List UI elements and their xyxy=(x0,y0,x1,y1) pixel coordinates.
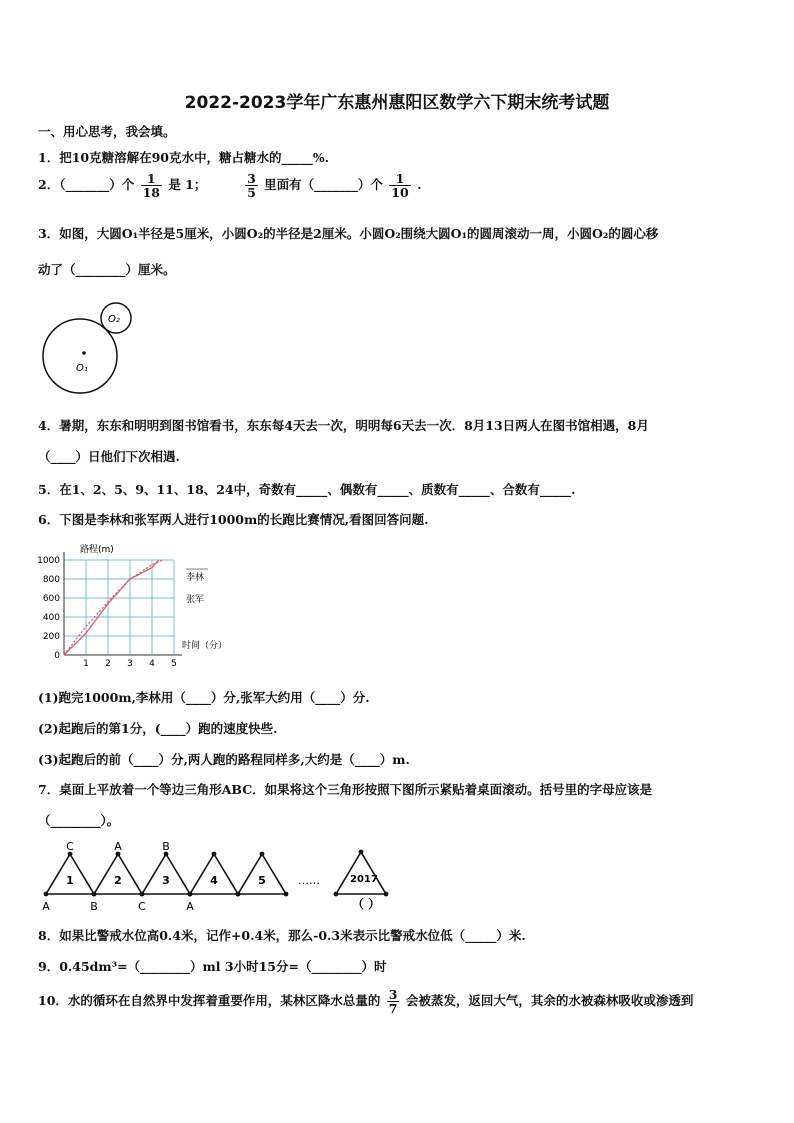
answer-paren: （ ） xyxy=(352,897,381,911)
question-9: 9．0.45dm³=（________）ml 3小时15分=（________）时 xyxy=(38,959,387,974)
y-tick-label: 600 xyxy=(42,594,60,604)
legend-zhangjun: 张军 xyxy=(186,595,205,605)
x-tick-label: 1 xyxy=(83,659,89,669)
fraction-1-10: $\frac{1}{10}$ xyxy=(391,171,409,201)
q10-part-a: 10．水的循环在自然界中发挥着重要作用，某林区降水总量的 xyxy=(38,993,381,1009)
vertex-dot xyxy=(359,850,364,855)
question-6-intro: 6．下图是李林和张军两人进行1000m的长跑比赛情况,看图回答问题. xyxy=(38,512,429,527)
vertex-dot xyxy=(236,892,241,897)
vertex-dot xyxy=(384,892,389,897)
question-1: 1．把10克糖溶解在90克水中，糖占糖水的_____%. xyxy=(38,150,329,165)
triangle-number: 3 xyxy=(162,874,170,887)
triangle-2017-label: 2017 xyxy=(350,874,378,885)
label-o1: O₁ xyxy=(76,363,88,374)
q2-end: . xyxy=(417,177,422,193)
x-tick-label: 4 xyxy=(149,659,155,669)
question-8: 8．如果比警戒水位高0.4米，记作+0.4米，那么-0.3米表示比警戒水位低（_____）米. xyxy=(38,928,526,943)
page-title: 2022-2023学年广东惠州惠阳区数学六下期末统考试题 xyxy=(184,93,610,113)
vertex-dot xyxy=(284,892,289,897)
y-tick-label: 400 xyxy=(42,613,60,623)
question-4-line1: 4．暑期，东东和明明到图书馆看书，东东每4天去一次，明明每6天去一次．8月13日两人在图书馆相遇，8月 xyxy=(38,418,649,433)
race-chart xyxy=(36,538,236,673)
center-o1-dot xyxy=(82,351,86,355)
triangle-rolling-diagram xyxy=(36,836,396,916)
vertex-dot xyxy=(260,852,265,857)
bottom-vertex-label: A xyxy=(42,900,50,913)
y-tick-label: 800 xyxy=(42,575,60,585)
y-axis-label: 路程(m) xyxy=(80,545,114,555)
triangle-number: 4 xyxy=(210,874,218,887)
x-tick-label: 2 xyxy=(105,659,111,669)
q2-part-c: 里面有（_______）个 xyxy=(264,177,383,193)
x-axis-label: 时间（分） xyxy=(182,641,228,651)
question-10 xyxy=(38,988,693,1015)
fraction-3-5: $\frac{3}{5}$ xyxy=(247,171,256,201)
top-vertex-label: A xyxy=(114,840,122,853)
question-7-line1: 7．桌面上平放着一个等边三角形ABC．如果将这个三角形按照下图所示紧贴着桌面滚动。括号里的字母应该是 xyxy=(38,782,653,797)
question-6-part3: (3)起跑后的前（____）分,两人跑的路程同样多,大约是（____）m. xyxy=(38,752,410,767)
vertex-dot xyxy=(44,892,49,897)
bottom-vertex-label: B xyxy=(90,900,98,913)
section-heading: 一、用心思考，我会填。 xyxy=(38,124,176,139)
q2-part-b: 是 1； xyxy=(168,177,207,193)
triangle-number: 1 xyxy=(66,874,74,887)
series-line-zhangjun xyxy=(64,560,159,655)
question-6-part2: (2)起跑后的第1分，(____）跑的速度快些. xyxy=(38,721,278,736)
y-tick-label: 0 xyxy=(54,651,60,661)
label-o2: O₂ xyxy=(108,314,120,325)
question-2 xyxy=(38,172,421,199)
question-7-line2: （________）。 xyxy=(38,813,120,828)
vertex-dot xyxy=(212,852,217,857)
triangle-number: 2 xyxy=(114,874,122,887)
triangle-2017 xyxy=(336,852,386,894)
top-vertex-label: B xyxy=(162,840,170,853)
question-3-line1: 3．如图，大圆O₁半径是5厘米，小圆O₂的半径是2厘米。小圆O₂围绕大圆O₁的圆周滚动一周，小圆O₂的圆心移 xyxy=(38,226,659,241)
bottom-vertex-label: A xyxy=(186,900,194,913)
y-tick-labels xyxy=(37,556,60,661)
y-tick-label: 200 xyxy=(42,632,60,642)
x-tick-label: 5 xyxy=(171,659,177,669)
ellipsis: …… xyxy=(298,874,320,887)
bottom-vertex-label: C xyxy=(138,900,146,913)
fraction-3-7: $\frac{3}{7}$ xyxy=(388,987,398,1017)
legend-lilin: 李林 xyxy=(186,573,205,583)
question-4-line2: （____）日他们下次相遇. xyxy=(38,449,180,464)
fraction-1-18: $\frac{1}{18}$ xyxy=(142,171,160,201)
big-circle xyxy=(43,319,117,393)
top-vertex-label: C xyxy=(66,840,74,853)
circles-diagram xyxy=(36,296,146,406)
x-tick-label: 3 xyxy=(127,659,133,669)
q2-part-a: 2．（_______）个 xyxy=(38,177,135,193)
triangles xyxy=(42,840,388,913)
vertex-dot xyxy=(188,892,193,897)
triangle-number: 5 xyxy=(258,874,266,887)
y-tick-label: 1000 xyxy=(37,556,60,566)
question-3-line2: 动了（________）厘米。 xyxy=(38,262,176,277)
x-tick-labels xyxy=(83,659,177,669)
vertex-dot xyxy=(140,892,145,897)
question-6-part1: (1)跑完1000m,李林用（____）分,张军大约用（____）分. xyxy=(38,690,370,705)
q10-part-b: 会被蒸发，返回大气，其余的水被森林吸收或渗透到 xyxy=(405,993,694,1009)
vertex-dot xyxy=(334,892,339,897)
vertex-dot xyxy=(92,892,97,897)
question-5: 5．在1、2、5、9、11、18、24中，奇数有_____、偶数有_____、质数有_____、合数有_____. xyxy=(38,482,576,497)
chart-grid xyxy=(64,552,182,655)
chart-series xyxy=(64,560,163,655)
